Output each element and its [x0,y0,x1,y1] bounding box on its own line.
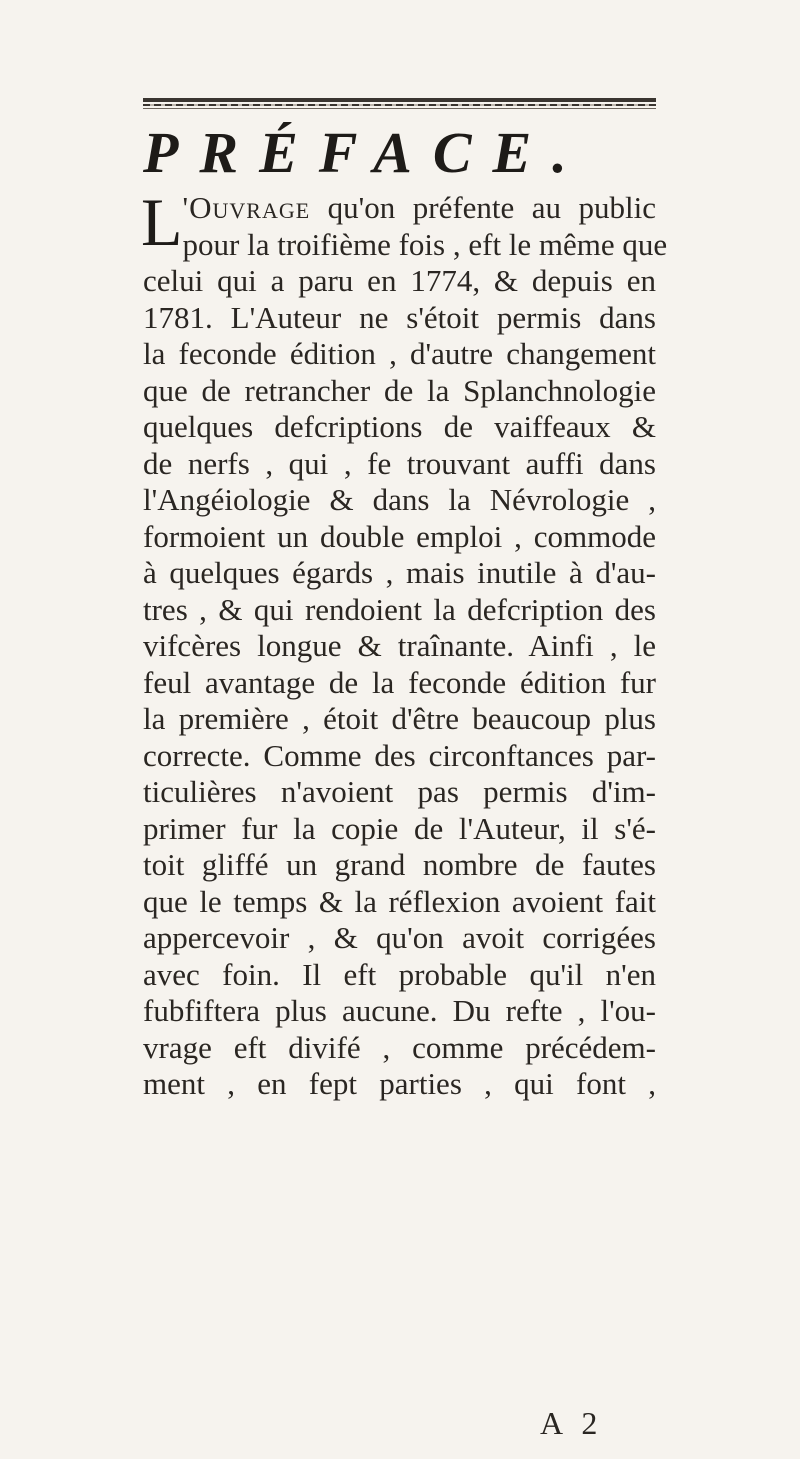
text-line: de nerfs , qui , fe trouvant auffi dans [143,445,656,481]
text-line: la feconde édition , d'autre changement [143,336,656,371]
text-line: ticulières n'avoient pas permis d'im- [143,774,656,809]
text-line: correcte. Comme des circonftances par- [143,737,656,773]
text-line: pour la troifième fois , eft le même que [182,226,668,262]
text-line: feul avantage de la feconde édition fur [143,664,656,700]
drop-cap: L [141,184,183,260]
text-line: appercevoir , & qu'on avoit corrigées [143,920,656,955]
text-line: la première , étoit d'être beaucoup plus [143,701,656,736]
text-line: à quelques égards , mais inutile à d'au- [143,555,656,590]
text-line: vrage eft divifé , comme précédem- [143,1029,656,1065]
body-text [141,184,668,1103]
text-line: que de retrancher de la Splanchnologie [143,372,656,408]
text-line: toit gliffé un grand nombre de fautes [143,847,656,882]
page-title: PRÉFACE. [143,120,588,185]
text-line: 'Ouvrage qu'on préfente au public [182,190,656,225]
text-line: ment , en fept parties , qui font , [143,1066,656,1101]
text-line: primer fur la copie de l'Auteur, il s'é- [143,810,656,846]
text-line: formoient un double emploi , commode [143,518,656,554]
text-line: que le temps & la réflexion avoient fait [143,883,656,919]
text-line: vifcères longue & traînante. Ainfi , le [143,628,656,663]
text-line: avec foin. Il eft probable qu'il n'en [143,956,656,992]
first-word: 'Ouvrage [182,190,311,225]
text-line: celui qui a paru en 1774, & depuis en [143,263,656,298]
head-ornament-rule [143,98,656,109]
text-line: l'Angéiologie & dans la Névrologie , [143,482,656,517]
text-line: tres , & qui rendoient la defcription des [143,591,656,627]
signature-mark: A 2 [540,1405,604,1441]
text-line: fubfiftera plus aucune. Du refte , l'ou- [143,993,656,1028]
text-line: quelques defcriptions de vaiffeaux & [143,409,656,444]
text-line: 1781. L'Auteur ne s'étoit permis dans [143,299,656,335]
